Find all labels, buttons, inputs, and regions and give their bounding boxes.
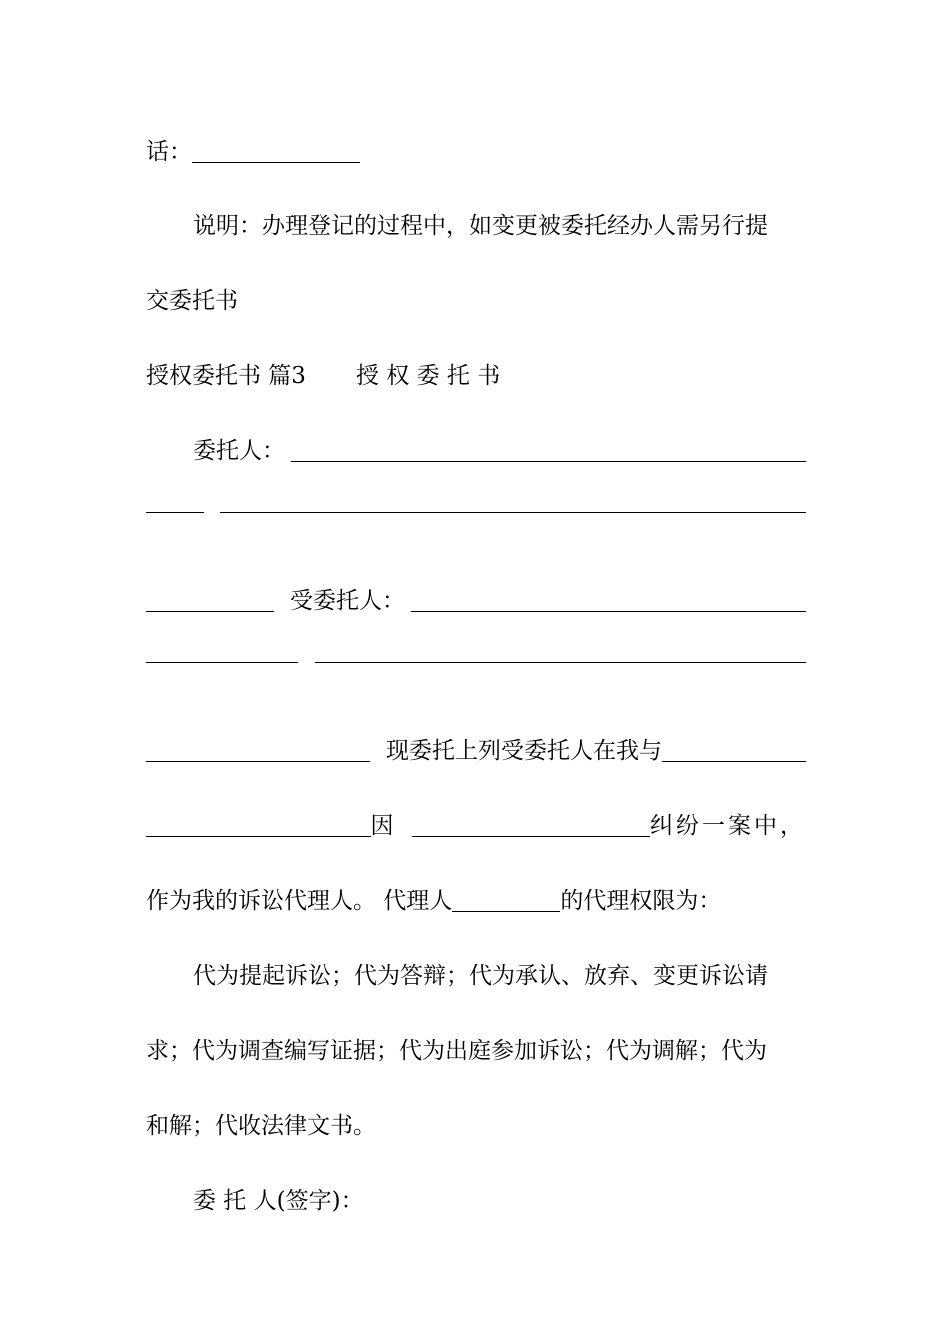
because-text: 因: [370, 813, 394, 839]
powers-text-1: 代为提起诉讼；代为答辩；代为承认、放弃、变更诉讼请: [193, 963, 768, 989]
agent-label: 受委托人：: [290, 588, 405, 614]
phone-label: 话：: [146, 139, 192, 165]
doc-title: 授 权 委 托 书: [355, 363, 501, 389]
signature-line: [193, 1186, 806, 1216]
agent-blank: [411, 610, 806, 612]
principal-blank-2: [146, 511, 204, 513]
note-text-2: 交委托书: [146, 288, 238, 314]
opponent-blank: [662, 760, 806, 762]
powers-line-3: [146, 1111, 806, 1141]
note-line-2: [146, 286, 806, 316]
entrust-line: [146, 736, 806, 766]
agent-line: [146, 586, 806, 616]
powers-line-1: [193, 961, 806, 991]
powers-text-2: 求；代为调查编写证据；代为出庭参加诉讼；代为调解；代为: [146, 1038, 767, 1064]
phone-blank: [192, 161, 360, 163]
dispute-blank: [412, 835, 650, 837]
dispute-text: 纠纷一案中，: [650, 813, 806, 839]
as-agent-text: 作为我的诉讼代理人。 代理人: [146, 888, 453, 914]
phone-line: [146, 137, 806, 167]
agent-blank-2: [146, 661, 298, 663]
principal-label: 委托人：: [193, 438, 285, 464]
agent-authority-line: [146, 886, 806, 916]
section-heading: 授权委托书 篇3: [146, 363, 306, 389]
note-line-1: [193, 211, 806, 241]
agent-continuation-line: [146, 661, 806, 667]
entrust-pre-blank: [146, 760, 370, 762]
principal-continuation-line: [146, 511, 806, 517]
agent-pre-blank: [146, 610, 274, 612]
entrust-text: 现委托上列受委托人在我与: [386, 738, 662, 764]
note-text-1: 说明：办理登记的过程中，如变更被委托经办人需另行提: [193, 213, 768, 239]
agent-blank-3: [315, 661, 806, 663]
principal-blank: [291, 460, 806, 462]
authority-text: 的代理权限为：: [560, 888, 722, 914]
signature-label: 委 托 人(签字)：: [193, 1188, 364, 1214]
principal-blank-3: [220, 511, 806, 513]
authority-blank: [452, 910, 560, 912]
powers-line-2: [146, 1036, 806, 1066]
principal-line: [193, 436, 806, 466]
powers-text-3: 和解；代收法律文书。: [146, 1113, 376, 1139]
section-heading-line: [146, 361, 806, 391]
dispute-pre-blank: [146, 835, 371, 837]
dispute-line: [146, 811, 806, 841]
